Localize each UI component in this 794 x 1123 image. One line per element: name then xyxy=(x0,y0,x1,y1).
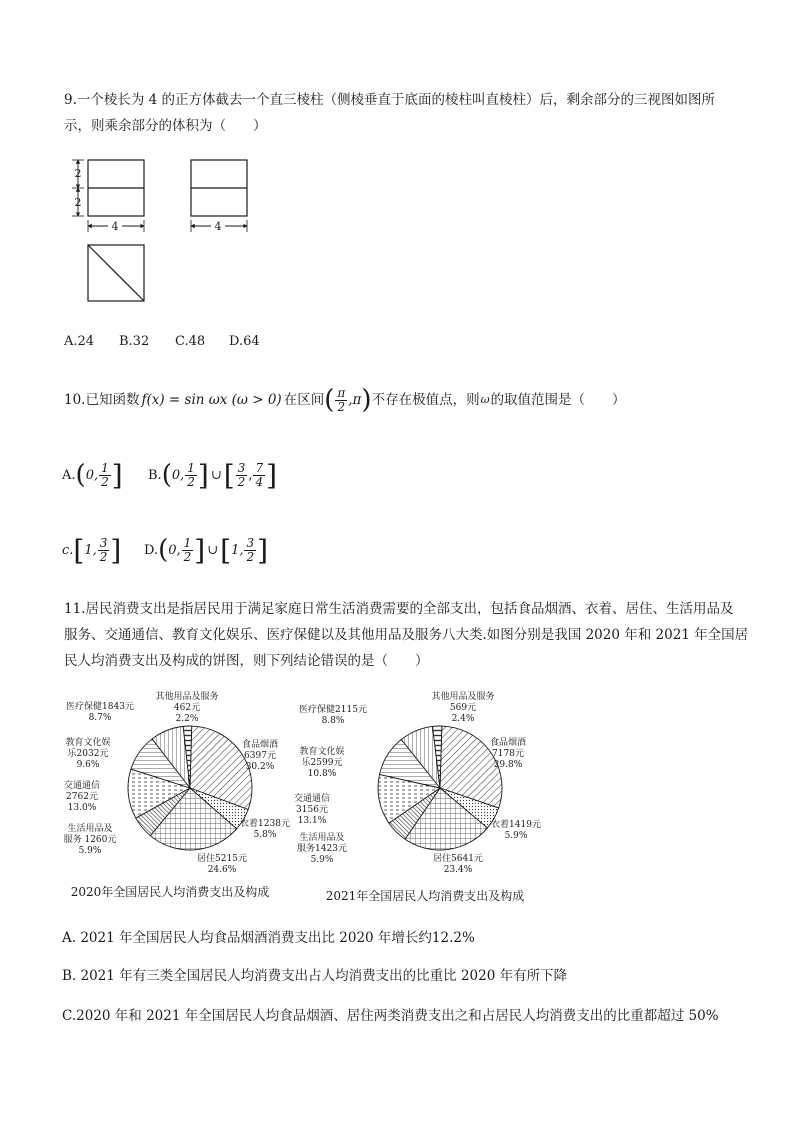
dim-label-2-top: 2 xyxy=(74,167,82,180)
q11-option-a[interactable]: A. 2021 年全国居民人均食品烟酒消费支出比 2020 年增长约12.2% xyxy=(62,930,475,946)
frac-den: 2 xyxy=(99,549,108,564)
q10-option-d[interactable]: D. ( 0, $\frac{1}{2}$ ] ∪ [ 1, $\frac{3}{2}$ ] xyxy=(144,533,269,567)
q11-stem-line1: 11.居民消费支出是指居民用于满足家庭日常生活消费需要的全部支出，包括食品烟酒、衣着、居住、生活用品及 xyxy=(64,601,734,617)
q10-option-a[interactable]: A. ( 0, $\frac{1}{2}$ ] xyxy=(62,458,123,492)
interval-denominator: 2 xyxy=(337,399,346,414)
label-2021-food-2: 7178元 xyxy=(492,749,524,759)
label-2021-food-1: 食品烟酒 xyxy=(489,738,527,748)
label-2021-house-1: 居住5641元 xyxy=(433,854,483,864)
frac-num: 3 xyxy=(246,535,255,550)
frac-den: 2 xyxy=(101,474,109,489)
label-2020-med-2: 8.7% xyxy=(88,713,112,723)
label-2020-house-2: 24.6% xyxy=(207,865,237,875)
frac-den: 2 xyxy=(237,474,246,489)
interval-start: 0, xyxy=(168,542,181,558)
q9-option-a[interactable]: A.24 xyxy=(64,334,95,349)
interval-start: 0, xyxy=(85,467,99,483)
q10-function: f(x) = sin ωx (ω > 0) xyxy=(141,392,282,408)
label-2020-trans-3: 13.0% xyxy=(67,803,97,813)
label-2021-edu-2: 乐2599元 xyxy=(301,758,343,768)
label-2020-edu-2: 乐2032元 xyxy=(67,749,109,759)
label-2020-daily-2: 服务 1260元 xyxy=(63,835,117,845)
label-2020-other-1: 其他用品及服务 xyxy=(155,692,219,702)
option-label: B. xyxy=(148,467,162,483)
pie-charts xyxy=(60,688,560,908)
dim-label-4-front: 4 xyxy=(111,220,119,233)
label-2020-cloth-2: 5.8% xyxy=(253,830,277,840)
chart-title-2021: 2021年全国居民人均消费支出及构成 xyxy=(325,889,525,903)
q9-option-c[interactable]: C.48 xyxy=(175,334,206,349)
label-2020-daily-1: 生活用品及 xyxy=(67,824,113,834)
frac-num: 1 xyxy=(101,460,109,475)
frac-num: 1 xyxy=(183,535,192,550)
label-2020-trans-1: 交通通信 xyxy=(63,781,101,791)
pie-chart-2020 xyxy=(128,726,252,850)
three-view-diagram xyxy=(60,150,300,310)
label-2020-cloth-1: 衣着1238元 xyxy=(240,819,290,829)
label-2021-daily-2: 服务1423元 xyxy=(297,844,347,854)
q9-option-b[interactable]: B.32 xyxy=(119,334,150,349)
label-2021-med-1: 医疗保健2115元 xyxy=(299,705,367,715)
label-2021-edu-3: 10.8% xyxy=(307,769,337,779)
q9-stem-line1: 9.一个棱长为 4 的正方体截去一个直三棱柱（侧棱垂直于底面的棱柱叫直棱柱）后，剩余部分的三视图如图所 xyxy=(64,92,716,108)
label-2020-house-1: 居住5215元 xyxy=(197,854,247,864)
interval-numerator: π xyxy=(337,385,346,400)
frac-num: 1 xyxy=(187,460,195,475)
interval-start: 1, xyxy=(231,542,244,558)
q10-suffix2: 的取值范围是（ ） xyxy=(490,392,626,408)
q11-stem-line2: 服务、交通通信、教育文化娱乐、医疗保健以及其他用品及服务八大类.如图分别是我国 2020 年和 2021 年全国居 xyxy=(64,627,749,643)
front-view xyxy=(72,160,144,233)
label-2020-edu-3: 9.6% xyxy=(76,760,100,770)
option-label: D. xyxy=(144,542,159,558)
label-2020-other-3: 2.2% xyxy=(175,714,199,724)
label-2021-daily-1: 生活用品及 xyxy=(299,833,345,843)
frac-den: 2 xyxy=(246,549,255,564)
label-2021-edu-1: 教育文化娱 xyxy=(299,747,345,757)
label-2021-house-2: 23.4% xyxy=(443,865,473,875)
label-2021-cloth-2: 5.9% xyxy=(504,831,528,841)
q10-suffix: 不存在极值点，则 xyxy=(371,392,480,408)
label-2021-daily-3: 5.9% xyxy=(310,855,334,865)
q9-options xyxy=(64,334,260,349)
interval-start: 0, xyxy=(171,467,185,483)
frac-den: 4 xyxy=(255,474,264,489)
label-2021-cloth-1: 衣着1419元 xyxy=(491,820,541,830)
label-2020-med-1: 医疗保健1843元 xyxy=(66,702,134,712)
q10-stem: 10.已知函数 f(x) = sin ωx (ω > 0) 在区间 ( $\frac{\pi}{2}$ ,π ) 不存在极值点，则 ω 的取值范围是（ ） xyxy=(64,385,626,415)
q10-prefix: 10.已知函数 xyxy=(64,392,140,408)
top-view xyxy=(88,245,144,301)
q10-option-c[interactable]: c. [ 1, $\frac{3}{2}$ ] xyxy=(62,533,122,567)
label-2021-other-2: 569元 xyxy=(449,703,477,713)
dim-label-4-side: 4 xyxy=(214,220,222,233)
label-2020-food-3: 30.2% xyxy=(245,762,275,772)
dim-label-2-bottom: 2 xyxy=(74,196,82,209)
interval-tail: ,π xyxy=(348,392,362,408)
label-2020-other-2: 462元 xyxy=(173,703,201,713)
label-2020-food-1: 食品烟酒 xyxy=(241,740,279,750)
label-2020-trans-2: 2762元 xyxy=(66,792,98,802)
union-symbol: ∪ xyxy=(210,467,222,483)
frac-num: 7 xyxy=(255,460,264,475)
label-2020-food-2: 6397元 xyxy=(244,751,276,761)
label-2021-other-3: 2.4% xyxy=(451,714,475,724)
q11-option-c[interactable]: C.2020 年和 2021 年全国居民人均食品烟酒、居住两类消费支出之和占居民人均消费支出的比重都超过 50% xyxy=(62,1008,719,1024)
label-2021-trans-1: 交通通信 xyxy=(293,794,331,804)
label-2021-trans-3: 13.1% xyxy=(297,816,327,826)
interval-start: 1, xyxy=(84,542,97,558)
label-2021-med-2: 8.8% xyxy=(321,716,345,726)
chart-title-2020: 2020年全国居民人均消费支出及构成 xyxy=(70,885,270,899)
q10-option-b[interactable]: B. ( 0, $\frac{1}{2}$ ] ∪ [ $\frac{3}{2}$ , $\frac{7}{4}$ ] xyxy=(148,458,278,492)
option-label: A. xyxy=(62,467,76,483)
frac-num: 3 xyxy=(99,535,108,550)
label-2020-daily-3: 5.9% xyxy=(78,846,102,856)
side-view xyxy=(191,160,247,233)
frac-num: 3 xyxy=(237,460,246,475)
q9-stem-line2: 示，则乘余部分的体积为（ ） xyxy=(64,118,267,134)
union-symbol: ∪ xyxy=(207,542,219,558)
label-2021-trans-2: 3156元 xyxy=(296,805,328,815)
q10-mid: 在区间 xyxy=(283,392,325,408)
q11-option-b[interactable]: B. 2021 年有三类全国居民人均消费支出占人均消费支出的比重比 2020 年有所下降 xyxy=(62,968,568,984)
label-2021-other-1: 其他用品及服务 xyxy=(431,692,495,702)
label-2021-food-3: 29.8% xyxy=(493,760,523,770)
q11-stem-line3: 民人均消费支出及构成的饼图，则下列结论错误的是（ ） xyxy=(64,653,429,669)
option-label: c. xyxy=(62,542,74,558)
pie-chart-2021 xyxy=(378,726,502,850)
label-2020-edu-1: 教育文化娱 xyxy=(65,738,111,748)
frac-den: 2 xyxy=(183,549,192,564)
frac-den: 2 xyxy=(187,474,195,489)
q10-omega: ω xyxy=(480,393,490,406)
q9-option-d[interactable]: D.64 xyxy=(229,334,260,349)
